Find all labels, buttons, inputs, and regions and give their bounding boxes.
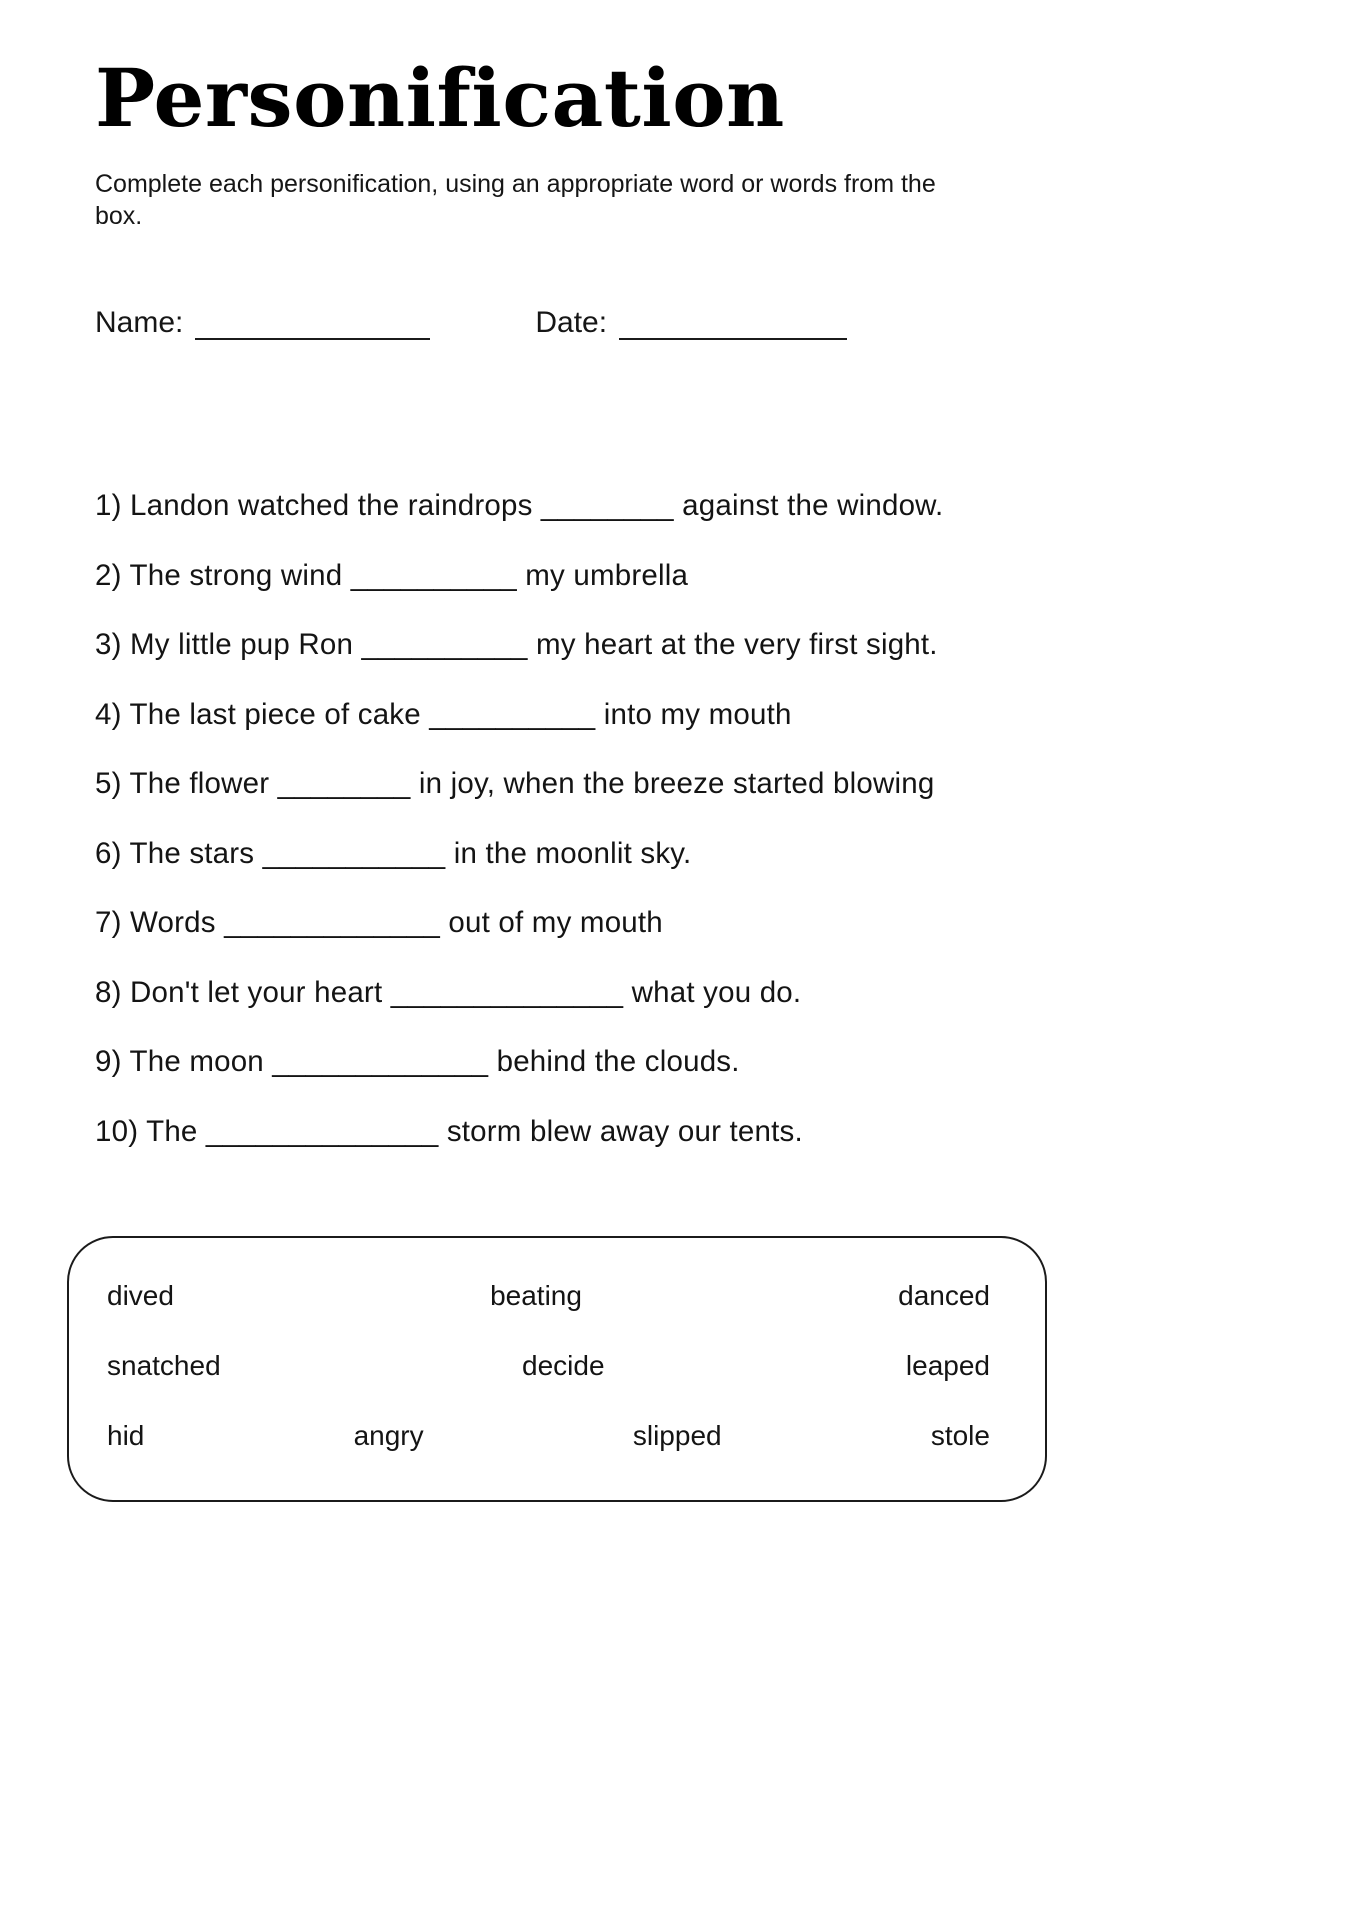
name-label: Name: [95,306,184,339]
word-box-word: leaped [905,1349,990,1381]
word-box-row [107,1350,990,1382]
instructions-text: Complete each personification, using an appropriate word or words from the box. [95,170,936,230]
word-box-word: hid [107,1419,145,1451]
word-box-row [107,1280,990,1312]
questions-list [95,488,1268,1150]
question-item: 6) The stars ___________ in the moonlit sky. [95,836,692,870]
question-item: 1) Landon watched the raindrops ________ against the window. [95,489,944,522]
word-box-word: beating [490,1279,582,1311]
question-item: 4) The last piece of cake __________ into my mouth [95,697,792,731]
question-item: 8) Don't let your heart ______________ what you do. [95,975,802,1009]
question-item: 10) The ______________ storm blew away our tents. [95,1114,803,1148]
word-box-word: slipped [632,1419,722,1451]
word-box [67,1236,1047,1502]
question-item: 7) Words _____________ out of my mouth [95,906,663,939]
question-item: 9) The moon _____________ behind the clouds. [95,1045,740,1078]
word-box-word: danced [898,1279,990,1311]
word-box-row [107,1420,990,1452]
name-date-row [95,304,1268,340]
question-item: 3) My little pup Ron __________ my heart at the very first sight. [95,628,938,661]
word-box-word: decide [522,1349,605,1381]
date-label: Date: [535,306,608,339]
word-box-word: dived [107,1279,174,1311]
word-box-word: snatched [107,1349,221,1381]
page-title: Personification [95,51,785,145]
question-item: 2) The strong wind __________ my umbrella [95,558,689,592]
word-box-word: angry [353,1419,424,1451]
question-item: 5) The flower ________ in joy, when the breeze started blowing [95,767,935,800]
name-blank-line [195,304,430,340]
date-blank-line [619,304,847,340]
word-box-word: stole [930,1419,990,1451]
